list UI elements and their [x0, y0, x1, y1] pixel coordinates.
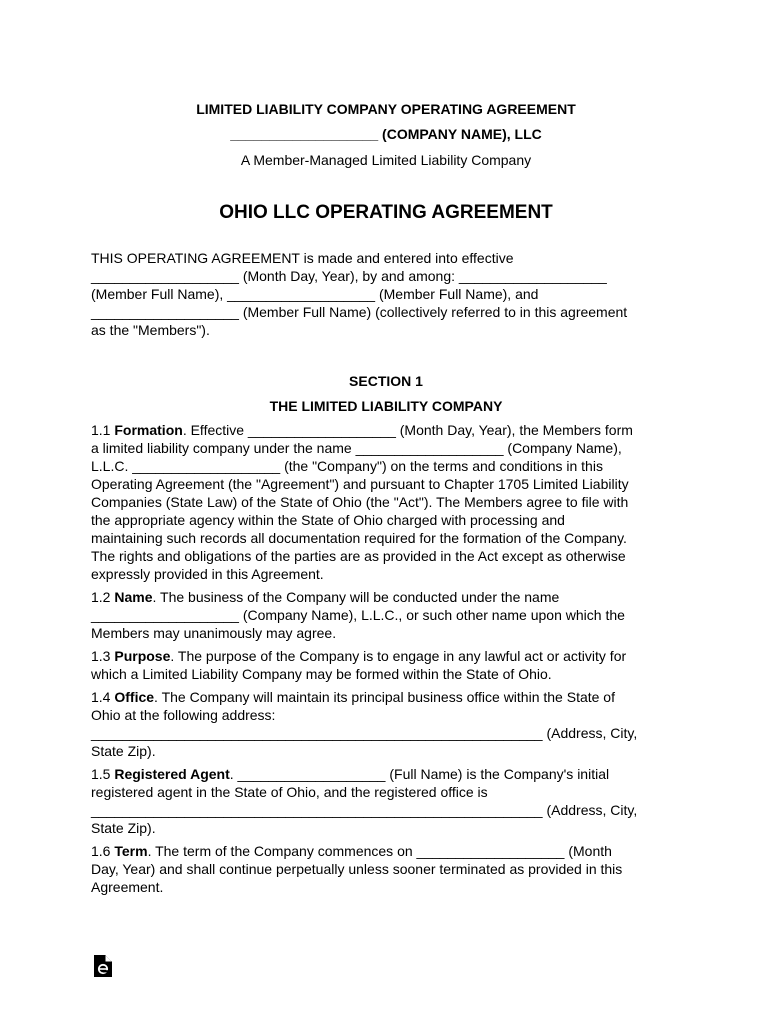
document-body — [91, 99, 681, 896]
clause-line: which a Limited Liability Company may be formed within the State of Ohio. — [91, 666, 552, 682]
clause-line — [91, 765, 681, 783]
clause-line — [91, 421, 681, 439]
clause-formation — [91, 421, 681, 583]
clause-line: a limited liability company under the name ___________________ (Company Name), — [91, 440, 622, 456]
clause-purpose — [91, 647, 681, 683]
eforms-logo-icon — [93, 954, 113, 978]
intro-line: as the "Members"). — [91, 322, 210, 338]
clause-line — [91, 842, 681, 860]
clause-number: 1.3 — [91, 648, 115, 664]
clause-heading: Formation — [114, 422, 183, 438]
clause-line: registered agent in the State of Ohio, and the registered office is — [91, 784, 488, 800]
clause-line — [91, 647, 681, 665]
clause-text: . The purpose of the Company is to engage in any lawful act or activity for — [170, 648, 627, 664]
clause-line: ___________________ (Company Name), L.L.C., or such other name upon which the — [91, 607, 625, 623]
clause-line — [91, 688, 681, 706]
page-title: OHIO LLC OPERATING AGREEMENT — [219, 202, 553, 223]
clause-line: State Zip). — [91, 743, 156, 759]
clause-heading: Name — [114, 589, 153, 605]
clause-number: 1.5 — [91, 766, 115, 782]
clause-heading: Office — [114, 689, 155, 705]
clause-office — [91, 688, 681, 760]
clause-text: . ___________________ (Full Name) is the Company's initial — [229, 766, 610, 782]
clause-line: Operating Agreement (the "Agreement") and pursuant to Chapter 1705 Limited Liability — [91, 476, 629, 492]
document-subtitle: A Member-Managed Limited Liability Company — [240, 152, 532, 168]
clause-line: Companies (State Law) of the State of Ohio (the "Act"). The Members agree to file with — [91, 494, 629, 510]
section-title: THE LIMITED LIABILITY COMPANY — [269, 398, 503, 414]
company-name-line: ___________________ (COMPANY NAME), LLC — [230, 126, 542, 142]
clause-number: 1.1 — [91, 422, 115, 438]
intro-paragraph — [91, 249, 681, 339]
clause-term — [91, 842, 681, 896]
document-type-heading: LIMITED LIABILITY COMPANY OPERATING AGREEMENT — [196, 101, 576, 117]
clause-line: State Zip). — [91, 820, 156, 836]
clause-line: Day, Year) and shall continue perpetually unless sooner terminated as provided in this — [91, 861, 623, 877]
clause-number: 1.2 — [91, 589, 115, 605]
clause-heading: Registered Agent — [114, 766, 230, 782]
clause-line: __________________________________________________________ (Address, City, — [91, 802, 638, 818]
clause-heading: Purpose — [114, 648, 171, 664]
clause-number: 1.6 — [91, 843, 115, 859]
clause-line: the appropriate agency within the State of Ohio charged with processing and — [91, 512, 565, 528]
intro-line: (Member Full Name), ___________________ (Member Full Name), and — [91, 286, 539, 302]
clause-line: Ohio at the following address: — [91, 707, 276, 723]
clause-number: 1.4 — [91, 689, 115, 705]
clause-text: . Effective ___________________ (Month Day, Year), the Members form — [182, 422, 633, 438]
intro-line: ___________________ (Month Day, Year), by and among: ___________________ — [91, 268, 607, 284]
clause-line: __________________________________________________________ (Address, City, — [91, 725, 638, 741]
intro-line: THIS OPERATING AGREEMENT is made and entered into effective — [91, 250, 514, 266]
clause-line: The rights and obligations of the parties are as provided in the Act except as otherwise — [91, 548, 626, 564]
clause-line: expressly provided in this Agreement. — [91, 566, 324, 582]
clause-line: L.L.C. ___________________ (the "Company") on the terms and conditions in this — [91, 458, 603, 474]
clause-text: . The Company will maintain its principal business office within the State of — [154, 689, 615, 705]
clause-name — [91, 588, 681, 642]
section-number: SECTION 1 — [349, 373, 423, 389]
clause-line: Agreement. — [91, 879, 164, 895]
clause-line — [91, 588, 681, 606]
clause-line: maintaining such records all documentation required for the formation of the Company. — [91, 530, 627, 546]
clause-text: . The term of the Company commences on ___________________ (Month — [147, 843, 612, 859]
clause-line: Members may unanimously may agree. — [91, 625, 337, 641]
clause-registered-agent — [91, 765, 681, 837]
clause-heading: Term — [114, 843, 148, 859]
clause-text: . The business of the Company will be conducted under the name — [152, 589, 560, 605]
intro-line: ___________________ (Member Full Name) (collectively referred to in this agreement — [91, 304, 628, 320]
